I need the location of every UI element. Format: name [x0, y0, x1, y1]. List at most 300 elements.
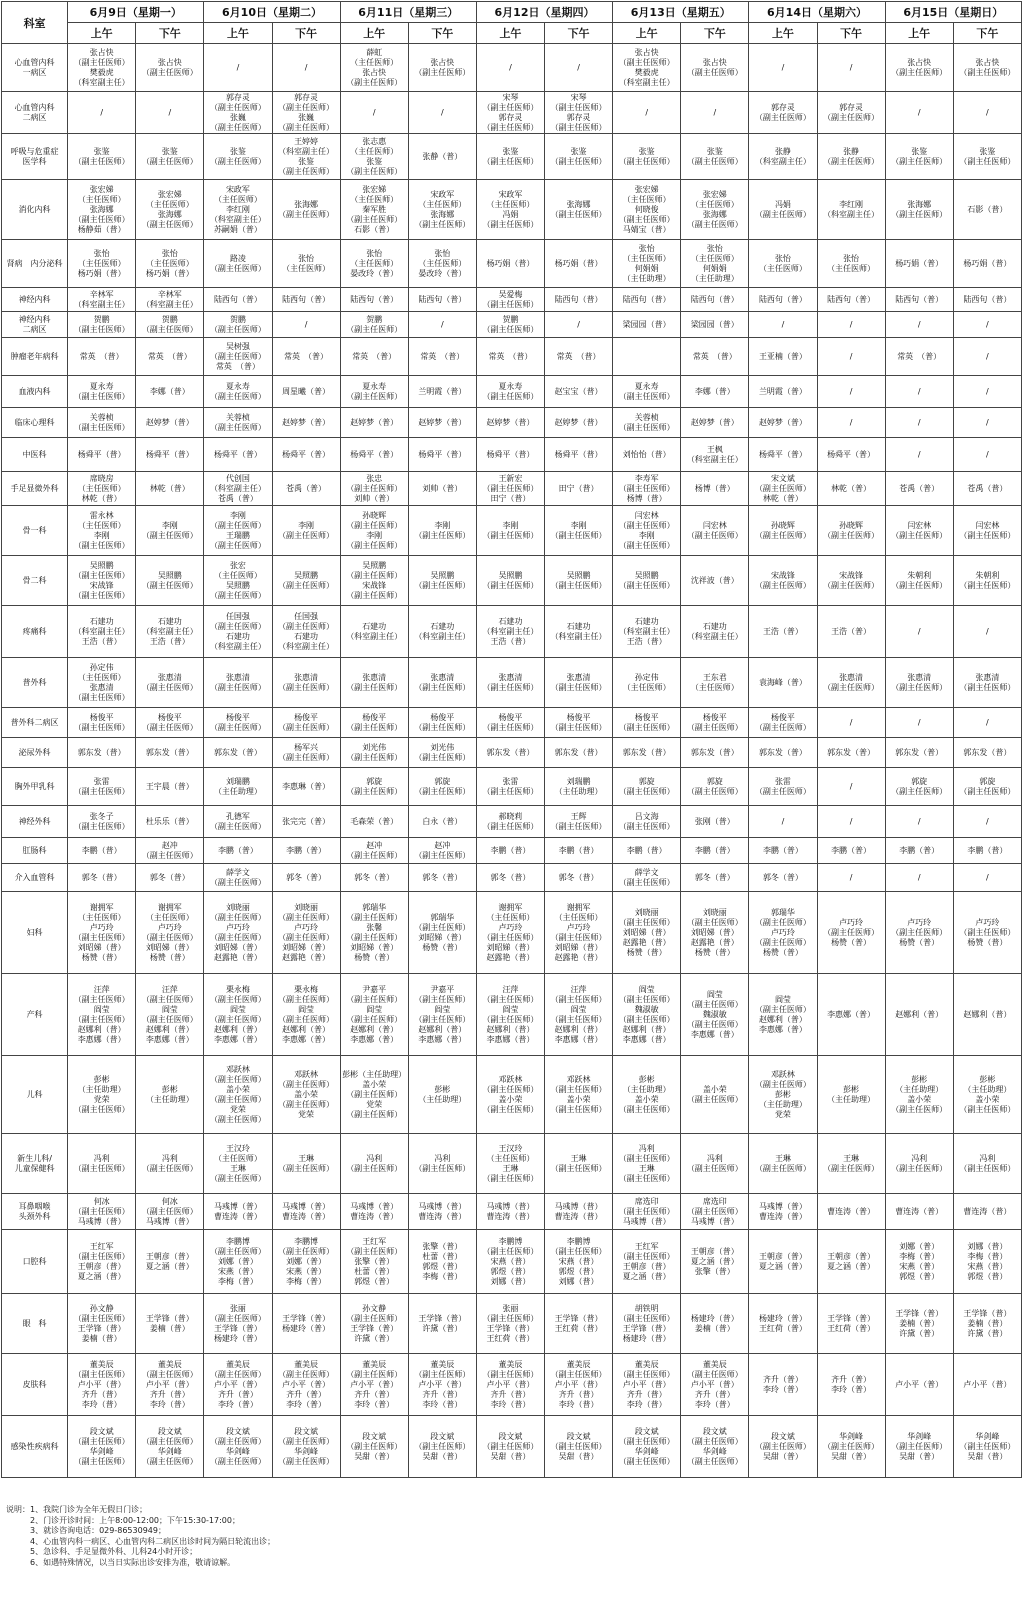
schedule-cell: 吴树强 （副主任医师） 常英 （普）	[204, 338, 272, 376]
schedule-cell: 王婷婷 （科室副主任） 张鉴 （副主任医师）	[272, 134, 340, 180]
schedule-cell: 王亚楠（普）	[749, 338, 817, 376]
schedule-cell: 夏永寿 （副主任医师）	[340, 376, 408, 408]
schedule-cell: 闫宏林 （副主任医师）	[681, 506, 749, 556]
schedule-cell: 郭冬（普）	[681, 864, 749, 892]
schedule-cell: 常英 （普）	[340, 338, 408, 376]
schedule-cell: 冯利 （副主任医师）	[408, 1134, 476, 1194]
schedule-cell: 李鹏博 （副主任医师） 宋燕（普） 郭煜（普） 刘娜（普）	[476, 1230, 544, 1294]
schedule-cell: 赵婷梦（普）	[340, 408, 408, 438]
schedule-cell: /	[953, 864, 1021, 892]
schedule-cell: 杨俊平 （副主任医师）	[476, 708, 544, 738]
schedule-cell: 尹嘉平 （副主任医师） 阎莹 （副主任医师） 赵娜利（普） 李惠娜（普）	[408, 974, 476, 1056]
schedule-cell: 张宏娣 （主任医师） 张海娜 （副主任医师）	[136, 180, 204, 240]
schedule-cell: 王朝彦（普） 夏之涵（普）	[817, 1230, 885, 1294]
afternoon-header: 下午	[681, 23, 749, 44]
schedule-cell: 王学锋（普） 许黛（普）	[408, 1294, 476, 1354]
table-row	[2, 1416, 1022, 1478]
schedule-cell: 孙文静 （副主任医师） 王学锋（普） 姜楠（普）	[68, 1294, 136, 1354]
day-header: 6月14日（星期六）	[749, 2, 885, 23]
schedule-cell: 常英 （普）	[68, 338, 136, 376]
schedule-cell: 董美辰 （副主任医师） 卢小平（普） 齐升（普） 李玲（普）	[136, 1354, 204, 1416]
schedule-cell: 郭东发（普）	[545, 738, 613, 768]
schedule-cell: 段文斌 （副主任医师） 华剑峰 （副主任医师）	[681, 1416, 749, 1478]
schedule-cell: 郭旋 （副主任医师）	[885, 768, 953, 806]
schedule-cell: 张惠清 （副主任医师）	[408, 658, 476, 708]
schedule-cell: 吕文海 （副主任医师）	[613, 806, 681, 838]
schedule-cell: 冯利 （副主任医师） 王琳 （副主任医师）	[613, 1134, 681, 1194]
table-row	[2, 92, 1022, 134]
schedule-cell: 张惠清 （副主任医师）	[545, 658, 613, 708]
schedule-cell: 孙晓辉 （副主任医师）	[749, 506, 817, 556]
schedule-cell: 关蓉桢 （副主任医师）	[613, 408, 681, 438]
schedule-cell: /	[885, 408, 953, 438]
schedule-cell: 朱朝利 （副主任医师）	[885, 556, 953, 606]
schedule-cell: /	[953, 606, 1021, 658]
schedule-cell: 常英 （普）	[408, 338, 476, 376]
schedule-cell: 郭存灵 （副主任医师）	[749, 92, 817, 134]
table-row	[2, 1354, 1022, 1416]
schedule-cell: 汪萍 （副主任医师） 阎莹 （副主任医师） 赵娜利（普） 李惠娜（普）	[545, 974, 613, 1056]
schedule-cell: /	[953, 92, 1021, 134]
schedule-cell: 苍禹（普）	[885, 472, 953, 506]
dept-cell: 耳鼻咽喉 头颈外科	[2, 1194, 68, 1230]
schedule-cell: 张占快 （副主任医师）	[408, 44, 476, 92]
dept-cell: 神经内科 二病区	[2, 312, 68, 338]
schedule-cell: 吴照鹏 （副主任医师）	[408, 556, 476, 606]
schedule-cell: 李娜（普）	[681, 376, 749, 408]
schedule-cell: 李刚 （副主任医师）	[136, 506, 204, 556]
schedule-cell: 郭冬（普）	[476, 864, 544, 892]
schedule-cell: 石建功 （科室副主任）	[340, 606, 408, 658]
dept-cell: 心血管内科 二病区	[2, 92, 68, 134]
dept-cell: 疼痛科	[2, 606, 68, 658]
schedule-cell: 刘晓丽 （副主任医师） 刘昭娣（普） 赵露艳（普） 杨赞（普）	[613, 892, 681, 974]
schedule-cell: 张宏 （主任医师） 吴照鹏 （副主任医师）	[204, 556, 272, 606]
schedule-cell: 刘光伟 （副主任医师）	[340, 738, 408, 768]
schedule-cell: 董美辰 （副主任医师） 卢小平（普） 齐升（普） 李玲（普）	[408, 1354, 476, 1416]
notes-section	[6, 1505, 1006, 1568]
schedule-cell: 董美辰 （副主任医师） 卢小平（普） 齐升（普） 李玲（普）	[681, 1354, 749, 1416]
schedule-cell: 王学锋（普） 王红荷（普）	[545, 1294, 613, 1354]
schedule-cell: 郭存灵 （副主任医师）	[817, 92, 885, 134]
schedule-cell: 郭东发（普）	[885, 738, 953, 768]
schedule-cell: 刘晓丽 （副主任医师） 刘昭娣（普） 赵露艳（普） 杨赞（普）	[681, 892, 749, 974]
table-row	[2, 472, 1022, 506]
schedule-cell: 刘娜（普） 李梅（普） 宋燕（普） 郭煜（普）	[953, 1230, 1021, 1294]
schedule-cell: 宋战锋 （副主任医师）	[817, 556, 885, 606]
schedule-cell: /	[476, 44, 544, 92]
schedule-cell: 马彧博（普） 曹连涛（普）	[408, 1194, 476, 1230]
schedule-cell: 卢巧玲 （副主任医师） 杨赞（普）	[953, 892, 1021, 974]
schedule-cell: 刘瑞鹏 （主任助理）	[204, 768, 272, 806]
table-row	[2, 180, 1022, 240]
schedule-cell: 杨舜平（普）	[68, 438, 136, 472]
schedule-cell: 杨俊平 （副主任医师）	[613, 708, 681, 738]
schedule-cell: 刘瑞鹏 （主任助理）	[545, 768, 613, 806]
schedule-cell: 李鹏（普）	[204, 838, 272, 864]
morning-header: 上午	[340, 23, 408, 44]
schedule-cell: 田宁（普）	[545, 472, 613, 506]
schedule-cell: /	[953, 438, 1021, 472]
dept-cell: 肿瘤老年病科	[2, 338, 68, 376]
schedule-cell: 李鹏（普）	[681, 838, 749, 864]
dept-cell: 骨一科	[2, 506, 68, 556]
table-row	[2, 768, 1022, 806]
schedule-cell: /	[681, 92, 749, 134]
schedule-cell: 刘娜（普） 李梅（普） 宋燕（普） 郭煜（普）	[885, 1230, 953, 1294]
schedule-cell: 常英 （普）	[476, 338, 544, 376]
schedule-cell: 郭东发（普）	[68, 738, 136, 768]
table-row	[2, 288, 1022, 312]
schedule-cell: 李惠琳（普）	[272, 768, 340, 806]
schedule-cell: 辛林军 （科室副主任）	[68, 288, 136, 312]
schedule-cell: 冯利 （副主任医师）	[136, 1134, 204, 1194]
schedule-cell: 宋琴 （副主任医师） 郭存灵 （副主任医师）	[545, 92, 613, 134]
schedule-cell: 王浩（普）	[817, 606, 885, 658]
schedule-cell: 谢拥军 （主任医师） 卢巧玲 （副主任医师） 刘昭娣（普） 赵露艳（普）	[476, 892, 544, 974]
schedule-cell: 汪萍 （副主任医师） 阎莹 （副主任医师） 赵娜利（普） 李惠娜（普）	[136, 974, 204, 1056]
schedule-cell: 张惠清 （副主任医师）	[476, 658, 544, 708]
dept-cell: 产科	[2, 974, 68, 1056]
schedule-cell: 席选印 （副主任医师） 马彧博（普）	[613, 1194, 681, 1230]
schedule-cell: 张雷 （副主任医师）	[749, 768, 817, 806]
schedule-cell: 关蓉桢 （副主任医师）	[68, 408, 136, 438]
schedule-cell: 任国强 （副主任医师） 石建功 （科室副主任）	[272, 606, 340, 658]
schedule-cell: 杨舜平（普）	[476, 438, 544, 472]
schedule-cell: 赵婷梦（普）	[545, 408, 613, 438]
schedule-cell: 郭存灵 （副主任医师） 张巍 （副主任医师）	[272, 92, 340, 134]
schedule-cell: 杨俊平 （副主任医师）	[681, 708, 749, 738]
schedule-cell: 郭东发（普）	[204, 738, 272, 768]
schedule-cell: 夏永寿 （副主任医师）	[613, 376, 681, 408]
schedule-cell: /	[817, 864, 885, 892]
day-header: 6月9日（星期一）	[68, 2, 204, 23]
schedule-cell: 张怡 （主任医师） 晏改玲（普）	[408, 240, 476, 288]
schedule-cell: 陆西句（普）	[953, 288, 1021, 312]
schedule-cell: 常英 （普）	[681, 338, 749, 376]
day-header: 6月15日（星期日）	[885, 2, 1021, 23]
schedule-cell: 杨舜平（普）	[408, 438, 476, 472]
schedule-cell: 李鹏（普）	[885, 838, 953, 864]
schedule-cell: 邓跃林 （副主任医师） 盖小荣 （副主任医师） 党荣 （副主任医师）	[204, 1056, 272, 1134]
table-row	[2, 506, 1022, 556]
schedule-cell: 邓跃林 （副主任医师） 盖小荣 （副主任医师） 党荣	[272, 1056, 340, 1134]
schedule-cell: 贺鹏 （副主任医师）	[204, 312, 272, 338]
schedule-cell: 石建功 （科室副主任） 王浩（普）	[68, 606, 136, 658]
schedule-cell: 赵冲 （副主任医师）	[408, 838, 476, 864]
schedule-cell: 张怡 （主任医师）	[749, 240, 817, 288]
schedule-cell: 盖小荣 （副主任医师）	[681, 1056, 749, 1134]
schedule-cell: 郭旋 （副主任医师）	[613, 768, 681, 806]
schedule-cell: 陆西句（普）	[749, 288, 817, 312]
schedule-cell: /	[885, 312, 953, 338]
schedule-cell: 郭瑞华 （副主任医师） 张馨 （副主任医师） 刘昭娣（普） 杨赞（普）	[340, 892, 408, 974]
schedule-cell: 白永（普）	[408, 806, 476, 838]
schedule-cell: 彭彬 （主任助理）	[136, 1056, 204, 1134]
schedule-cell: 董美辰 （副主任医师） 卢小平（普） 齐升（普） 李玲（普）	[204, 1354, 272, 1416]
table-row	[2, 708, 1022, 738]
schedule-cell: /	[953, 708, 1021, 738]
schedule-cell: 段文斌 （副主任医师） 华剑峰 （副主任医师）	[136, 1416, 204, 1478]
schedule-cell: 王学锋（普） 姜楠（普） 许黛（普）	[885, 1294, 953, 1354]
schedule-cell: 段文斌 （副主任医师） 华剑峰 （副主任医师）	[68, 1416, 136, 1478]
schedule-cell: 杨舜平（普）	[545, 438, 613, 472]
schedule-cell: 郭东发（普）	[749, 738, 817, 768]
schedule-cell: 吴照鹏 （副主任医师） 宋战锋 （副主任医师）	[340, 556, 408, 606]
dept-header: 科室	[2, 2, 68, 44]
schedule-cell: 刘怡怡（普）	[613, 438, 681, 472]
schedule-cell: 陆西句（普）	[681, 288, 749, 312]
schedule-cell: 薛学文 （副主任医师）	[613, 864, 681, 892]
schedule-cell: 张怡 （主任医师）	[817, 240, 885, 288]
schedule-cell: 董美辰 （副主任医师） 卢小平（普） 齐升（普） 李玲（普）	[545, 1354, 613, 1416]
schedule-cell: 任国强 （副主任医师） 石建功 （科室副主任）	[204, 606, 272, 658]
schedule-cell: 吴照鹏 （副主任医师）	[136, 556, 204, 606]
dept-cell: 普外科	[2, 658, 68, 708]
schedule-cell: 吴照鹏 （副主任医师）	[613, 556, 681, 606]
schedule-cell: /	[953, 408, 1021, 438]
schedule-cell: 冯利 （副主任医师）	[68, 1134, 136, 1194]
schedule-cell: 彭彬 （主任助理）	[817, 1056, 885, 1134]
schedule-cell: 王琳 （副主任医师）	[545, 1134, 613, 1194]
schedule-cell: 阎莹 （副主任医师） 魏淑敏 （副主任医师） 赵娜利（普） 李惠娜（普）	[613, 974, 681, 1056]
schedule-cell: 宋政军 （主任医师） 李红刚 （科室副主任） 苏嗣娟（普）	[204, 180, 272, 240]
schedule-cell: 彭彬 （主任助理）	[408, 1056, 476, 1134]
schedule-cell: 杨建玲（普） 姜楠（普）	[681, 1294, 749, 1354]
schedule-cell: 薛虹 （主任医师） 张占快 （副主任医师）	[340, 44, 408, 92]
schedule-cell: 宋战锋 （副主任医师）	[749, 556, 817, 606]
table-row	[2, 408, 1022, 438]
schedule-cell: 汪萍 （副主任医师） 阎莹 （副主任医师） 赵娜利（普） 李惠娜（普）	[68, 974, 136, 1056]
schedule-cell: 张静 （副主任医师）	[817, 134, 885, 180]
schedule-cell: 张鉴 （副主任医师）	[681, 134, 749, 180]
schedule-cell: 杨巧娟（普）	[476, 240, 544, 288]
schedule-cell: 张惠清 （副主任医师）	[272, 658, 340, 708]
schedule-cell: 夏永寿 （副主任医师）	[476, 376, 544, 408]
schedule-cell: 阎莹 （副主任医师） 赵娜利（普） 李惠娜（普）	[749, 974, 817, 1056]
schedule-cell: 张怡 （主任医师） 杨巧娟（普）	[68, 240, 136, 288]
schedule-cell: 彭彬 （主任助理） 盖小荣 （副主任医师）	[953, 1056, 1021, 1134]
schedule-cell: /	[953, 312, 1021, 338]
schedule-cell: 吴照鹏 （副主任医师）	[545, 556, 613, 606]
schedule-cell: 彭彬 （主任助理） 党荣 （副主任医师）	[68, 1056, 136, 1134]
schedule-cell: 陆西句（普）	[340, 288, 408, 312]
schedule-cell: 关蓉桢 （副主任医师）	[204, 408, 272, 438]
schedule-cell: 张鉴 （副主任医师）	[885, 134, 953, 180]
schedule-cell: 杨舜平（普）	[749, 438, 817, 472]
schedule-cell: 代创国 （科室副主任） 苍禹（普）	[204, 472, 272, 506]
schedule-cell: 郭旋 （副主任医师）	[681, 768, 749, 806]
schedule-cell: 贺鹏 （副主任医师）	[68, 312, 136, 338]
schedule-cell: /	[817, 338, 885, 376]
schedule-cell: 石建功 （科室副主任）	[408, 606, 476, 658]
schedule-cell: 李鹏（普）	[613, 838, 681, 864]
schedule-cell: /	[953, 376, 1021, 408]
schedule-cell: 张占快 （副主任医师）	[136, 44, 204, 92]
schedule-cell: 杨舜平（普）	[204, 438, 272, 472]
schedule-cell: 张惠清 （副主任医师）	[340, 658, 408, 708]
schedule-cell: 郭东发（普）	[953, 738, 1021, 768]
dept-cell: 神经内科	[2, 288, 68, 312]
schedule-cell: 辛林军 （科室副主任）	[136, 288, 204, 312]
schedule-cell: 王汉玲 （主任医师） 王琳 （副主任医师）	[476, 1134, 544, 1194]
schedule-cell: 董美辰 （副主任医师） 卢小平（普） 齐升（普） 李玲（普）	[476, 1354, 544, 1416]
dept-cell: 骨二科	[2, 556, 68, 606]
schedule-cell: 卢巧玲 （副主任医师） 杨赞（普）	[885, 892, 953, 974]
afternoon-header: 下午	[545, 23, 613, 44]
schedule-cell: 郭冬（普）	[340, 864, 408, 892]
schedule-cell: 李惠娜（普）	[817, 974, 885, 1056]
morning-header: 上午	[68, 23, 136, 44]
schedule-cell: 杨俊平 （副主任医师）	[408, 708, 476, 738]
schedule-cell: 雷永林 （主任医师） 李刚 （副主任医师）	[68, 506, 136, 556]
schedule-cell: 彭彬（主任助理） 盖小荣 （副主任医师） 党荣 （副主任医师）	[340, 1056, 408, 1134]
schedule-cell: 冯娟 （副主任医师）	[749, 180, 817, 240]
schedule-cell: 周星曦（普）	[272, 376, 340, 408]
schedule-cell: 张怡 （主任医师） 晏改玲（普）	[340, 240, 408, 288]
dept-cell: 中医科	[2, 438, 68, 472]
table-row	[2, 806, 1022, 838]
schedule-cell: 宋政军 （主任医师） 张海娜 （副主任医师）	[408, 180, 476, 240]
schedule-cell: 贺鹏 （副主任医师）	[476, 312, 544, 338]
schedule-cell: 李刚 （副主任医师）	[408, 506, 476, 556]
schedule-cell: 谢拥军 （主任医师） 卢巧玲 （副主任医师） 刘昭娣（普） 杨赞（普）	[136, 892, 204, 974]
schedule-cell: 王学锋（普） 王红荷（普）	[817, 1294, 885, 1354]
schedule-cell: 王红军 （副主任医师） 王朝彦（普） 夏之涵（普）	[613, 1230, 681, 1294]
schedule-cell: 孙文静 （副主任医师） 王学锋（普） 许黛（普）	[340, 1294, 408, 1354]
dept-cell: 泌尿外科	[2, 738, 68, 768]
note-line: 5、急诊科、手足显微外科、儿科24小时开诊；	[6, 1547, 198, 1556]
schedule-cell: 何冰 （副主任医师） 马彧博（普）	[68, 1194, 136, 1230]
schedule-cell: 郭冬（普）	[136, 864, 204, 892]
schedule-cell: 曹连涛（普）	[953, 1194, 1021, 1230]
schedule-cell: 卢巧玲 （副主任医师） 杨赞（普）	[817, 892, 885, 974]
schedule-cell: 李鹏（普）	[817, 838, 885, 864]
note-line: 6、如遇特殊情况，以当日实际出诊安排为准，敬请谅解。	[6, 1557, 236, 1567]
schedule-cell: /	[613, 92, 681, 134]
schedule-cell: /	[885, 376, 953, 408]
schedule-cell: 宋文斌 （副主任医师） 林乾（普）	[749, 472, 817, 506]
schedule-cell: 李鹏博 （副主任医师） 刘娜（普） 宋燕（普） 李梅（普）	[204, 1230, 272, 1294]
schedule-cell: 尹嘉平 （副主任医师） 阎莹 （副主任医师） 赵娜利（普） 李惠娜（普）	[340, 974, 408, 1056]
schedule-cell: 华剑峰 （副主任医师） 吴甜（普）	[953, 1416, 1021, 1478]
day-header: 6月12日（星期四）	[476, 2, 612, 23]
schedule-cell: 张鉴 （副主任医师）	[545, 134, 613, 180]
schedule-cell: 栗永梅 （副主任医师） 阎莹 （副主任医师） 赵娜利（普） 李惠娜（普）	[272, 974, 340, 1056]
morning-header: 上午	[476, 23, 544, 44]
schedule-cell: 郭冬（普）	[545, 864, 613, 892]
schedule-cell: 闫宏林 （副主任医师） 李刚 （副主任医师）	[613, 506, 681, 556]
schedule-cell: 张惠清 （副主任医师）	[204, 658, 272, 708]
schedule-cell: 杨建玲（普） 王红荷（普）	[749, 1294, 817, 1354]
schedule-cell: 张鉴 （副主任医师）	[204, 134, 272, 180]
schedule-cell: 张怡 （主任医师） 杨巧娟（普）	[136, 240, 204, 288]
dept-cell: 介入血管科	[2, 864, 68, 892]
schedule-cell: 李刚 （副主任医师） 王瑞鹏 （副主任医师）	[204, 506, 272, 556]
schedule-cell: 孔德军 （副主任医师）	[204, 806, 272, 838]
schedule-cell: 王学锋（普） 姜楠（普）	[136, 1294, 204, 1354]
schedule-cell: 曹连涛（普）	[885, 1194, 953, 1230]
schedule-cell: 王学锋（普） 姜楠（普） 许黛（普）	[953, 1294, 1021, 1354]
schedule-cell: /	[545, 312, 613, 338]
schedule-cell: 宋政军 （主任医师） 冯娟 （副主任医师）	[476, 180, 544, 240]
schedule-cell: 孙晓辉 （副主任医师）	[817, 506, 885, 556]
schedule-cell: 郝晓莉 （副主任医师）	[476, 806, 544, 838]
schedule-cell: 刘帅（普）	[408, 472, 476, 506]
table-row	[2, 1230, 1022, 1294]
schedule-cell: 张丽 （副主任医师） 王学锋（普） 杨建玲（普）	[204, 1294, 272, 1354]
table-row	[2, 1294, 1022, 1354]
note-line: 说明：1、我院门诊为全年无假日门诊；	[6, 1505, 148, 1514]
schedule-cell: 马彧博（普） 曹连涛（普）	[204, 1194, 272, 1230]
schedule-cell: 马彧博（普） 曹连涛（普）	[272, 1194, 340, 1230]
schedule-cell: 王东君 （主任医师）	[681, 658, 749, 708]
table-row	[2, 864, 1022, 892]
schedule-cell: 邓跃林 （副主任医师） 盖小荣 （副主任医师）	[476, 1056, 544, 1134]
table-row	[2, 556, 1022, 606]
schedule-cell: 常英 （普）	[545, 338, 613, 376]
schedule-cell: 张丽 （副主任医师） 王学锋（普） 王红荷（普）	[476, 1294, 544, 1354]
schedule-cell: 闫宏林 （副主任医师）	[953, 506, 1021, 556]
schedule-cell: 王辉 （副主任医师）	[545, 806, 613, 838]
schedule-cell: 张鉴 （副主任医师）	[613, 134, 681, 180]
schedule-cell: 邓跃林 （副主任医师） 彭彬 （主任助理） 党荣	[749, 1056, 817, 1134]
schedule-cell: 张海娜 （副主任医师）	[545, 180, 613, 240]
dept-cell: 肛肠科	[2, 838, 68, 864]
schedule-cell: 卢小平（普）	[885, 1354, 953, 1416]
morning-header: 上午	[749, 23, 817, 44]
schedule-cell: 王红军 （副主任医师） 王朝彦（普） 夏之涵（普）	[68, 1230, 136, 1294]
dept-cell: 普外科二病区	[2, 708, 68, 738]
afternoon-header: 下午	[408, 23, 476, 44]
schedule-cell: 王琳 （副主任医师）	[817, 1134, 885, 1194]
table-row	[2, 240, 1022, 288]
schedule-cell: 郭瑞华 （副主任医师） 刘昭娣（普） 杨赞（普）	[408, 892, 476, 974]
schedule-cell: 王朝彦（普） 夏之涵（普）	[136, 1230, 204, 1294]
dept-cell: 儿科	[2, 1056, 68, 1134]
schedule-cell: 赵宝宝（普）	[545, 376, 613, 408]
schedule-cell: 梁园园（普）	[613, 312, 681, 338]
schedule-cell: 赵婷梦（普）	[681, 408, 749, 438]
schedule-cell: 陆西句（普）	[613, 288, 681, 312]
schedule-cell: 赵冲 （副主任医师）	[340, 838, 408, 864]
schedule-cell: 王琳 （副主任医师）	[272, 1134, 340, 1194]
schedule-cell: 张宏娣 （主任医师） 张海娜 （副主任医师）	[681, 180, 749, 240]
schedule-cell: 杨俊平 （副主任医师）	[68, 708, 136, 738]
schedule-cell: 王朝彦（普） 夏之涵（普） 张擎（普）	[681, 1230, 749, 1294]
table-row	[2, 44, 1022, 92]
schedule-cell: 杨巧娟（普）	[545, 240, 613, 288]
schedule-cell: 王红军 （副主任医师） 张擎（普） 杜蕾（普） 郭煜（普）	[340, 1230, 408, 1294]
schedule-cell: 梁园园（普）	[681, 312, 749, 338]
dept-cell: 妇科	[2, 892, 68, 974]
schedule-cell: 陆西句（普）	[817, 288, 885, 312]
schedule-cell: 兰明霞（普）	[749, 376, 817, 408]
schedule-cell: 郭旋 （副主任医师）	[340, 768, 408, 806]
table-row	[2, 738, 1022, 768]
schedule-cell: 孙定伟 （主任医师） 张惠清 （副主任医师）	[68, 658, 136, 708]
schedule-cell: 张宏娣 （主任医师） 张海娜 （副主任医师） 杨静茹（普）	[68, 180, 136, 240]
schedule-cell: 赵娜利（普）	[885, 974, 953, 1056]
schedule-cell: 赵婷梦（普）	[136, 408, 204, 438]
table-row	[2, 974, 1022, 1056]
schedule-cell: 杨舜平（普）	[340, 438, 408, 472]
schedule-cell: 赵婷梦（普）	[272, 408, 340, 438]
schedule-cell: 林乾（普）	[136, 472, 204, 506]
schedule-cell: 段文斌 （副主任医师） 吴甜（普）	[408, 1416, 476, 1478]
dept-cell: 临床心理科	[2, 408, 68, 438]
schedule-cell: /	[272, 44, 340, 92]
